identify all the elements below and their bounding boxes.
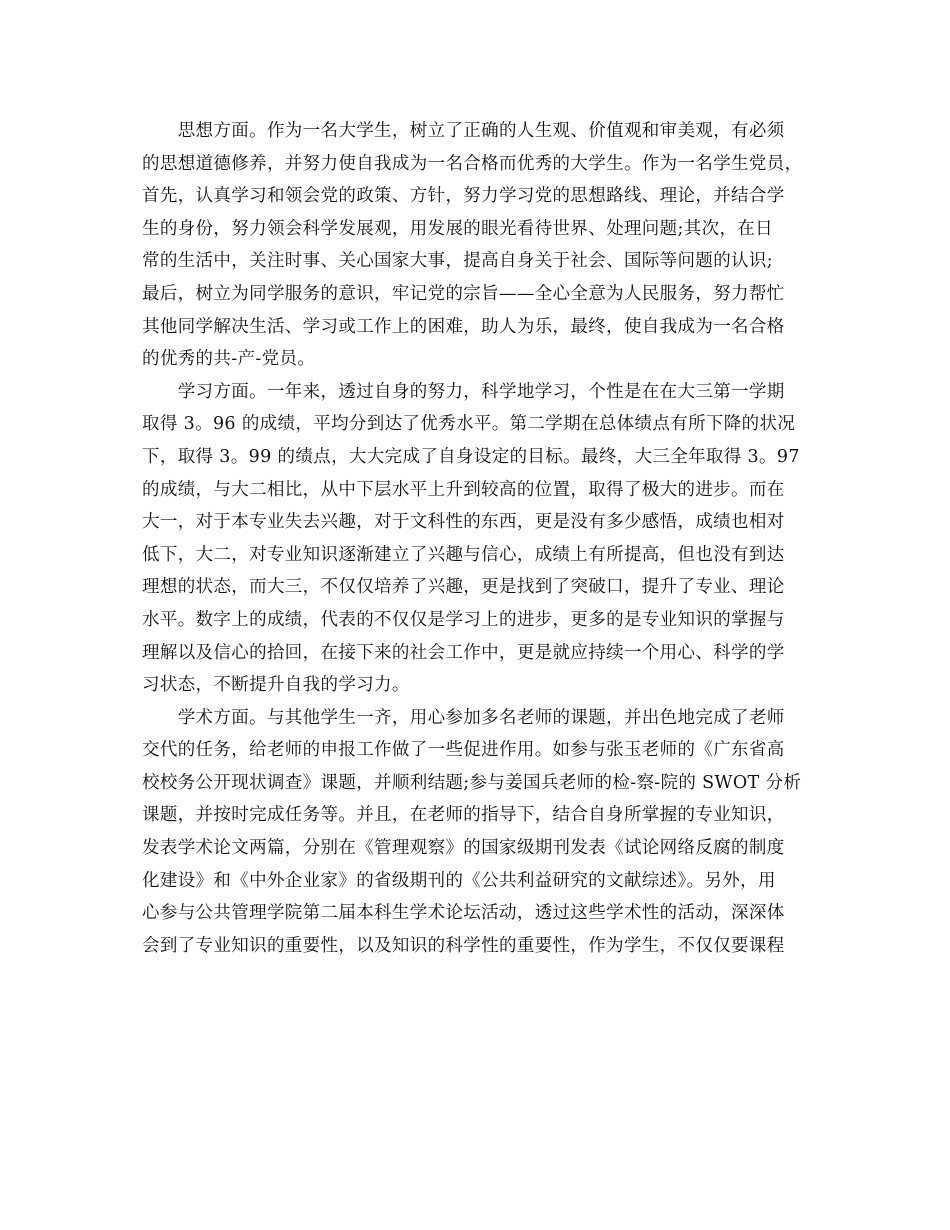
text-line: 理想的状态，而大三，不仅仅培养了兴趣，更是找到了突破口，提升了专业、理论	[142, 577, 785, 598]
text-line: 学习方面。一年来，透过自身的努力，科学地学习，个性是在在大三第一学期	[142, 381, 785, 402]
text-line: 取得 3。96 的成绩，平均分到达了优秀水平。第二学期在总体绩点有所下降的状况	[142, 414, 796, 435]
text-line: 学术方面。与其他学生一齐，用心参加多名老师的课题，并出色地完成了老师	[142, 707, 785, 728]
text-line: 的优秀的共-产-党员。	[142, 349, 316, 370]
text-line: 理解以及信心的拾回，在接下来的社会工作中，更是就应持续一个用心、科学的学	[142, 642, 785, 663]
document-body	[142, 115, 812, 962]
text-line: 课题，并按时完成任务等。并且，在老师的指导下，结合自身所掌握的专业知识，	[142, 805, 785, 826]
text-line: 校校务公开现状调查》课题，并顺利结题;参与姜国兵老师的检-察-院的 SWOT 分析	[142, 772, 802, 793]
text-line: 生的身份，努力领会科学发展观，用发展的眼光看待世界、处理问题;其次，在日	[142, 218, 773, 239]
text-line: 常的生活中，关注时事、关心国家大事，提高自身关于社会、国际等问题的认识;	[142, 251, 773, 272]
paragraph-study	[142, 376, 812, 702]
text-line: 习状态，不断提升自我的学习力。	[142, 675, 410, 696]
paragraph-ideology	[142, 115, 812, 376]
text-line: 的成绩，与大二相比，从中下层水平上升到较高的位置，取得了极大的进步。而在	[142, 479, 785, 500]
text-line: 大一，对于本专业失去兴趣，对于文科性的东西，更是没有多少感悟，成绩也相对	[142, 512, 785, 533]
text-line: 低下，大二，对专业知识逐渐建立了兴趣与信心，成绩上有所提高，但也没有到达	[142, 544, 785, 565]
text-line: 发表学术论文两篇，分别在《管理观察》的国家级期刊发表《试论网络反腐的制度	[142, 838, 785, 859]
paragraph-academic	[142, 702, 812, 963]
text-line: 化建设》和《中外企业家》的省级期刊的《公共利益研究的文献综述》。另外，用	[142, 870, 776, 891]
text-line: 最后，树立为同学服务的意识，牢记党的宗旨——全心全意为人民服务，努力帮忙	[142, 283, 785, 304]
text-line: 会到了专业知识的重要性，以及知识的科学性的重要性，作为学生，不仅仅要课程	[142, 935, 785, 956]
text-line: 思想方面。作为一名大学生，树立了正确的人生观、价值观和审美观，有必须	[142, 121, 785, 141]
text-line: 其他同学解决生活、学习或工作上的困难，助人为乐，最终，使自我成为一名合格	[142, 316, 785, 337]
text-line: 交代的任务，给老师的申报工作做了一些促进作用。如参与张玉老师的《广东省高	[142, 740, 785, 761]
text-line: 首先，认真学习和领会党的政策、方针，努力学习党的思想路线、理论，并结合学	[142, 186, 785, 207]
text-line: 水平。数字上的成绩，代表的不仅仅是学习上的进步，更多的是专业知识的掌握与	[142, 609, 785, 630]
text-line: 的思想道德修养，并努力使自我成为一名合格而优秀的大学生。作为一名学生党员，	[142, 153, 803, 174]
text-line: 下，取得 3。99 的绩点，大大完成了自身设定的目标。最终，大三全年取得 3。97	[142, 446, 800, 467]
text-line: 心参与公共管理学院第二届本科生学术论坛活动，透过这些学术性的活动，深深体	[142, 903, 785, 924]
